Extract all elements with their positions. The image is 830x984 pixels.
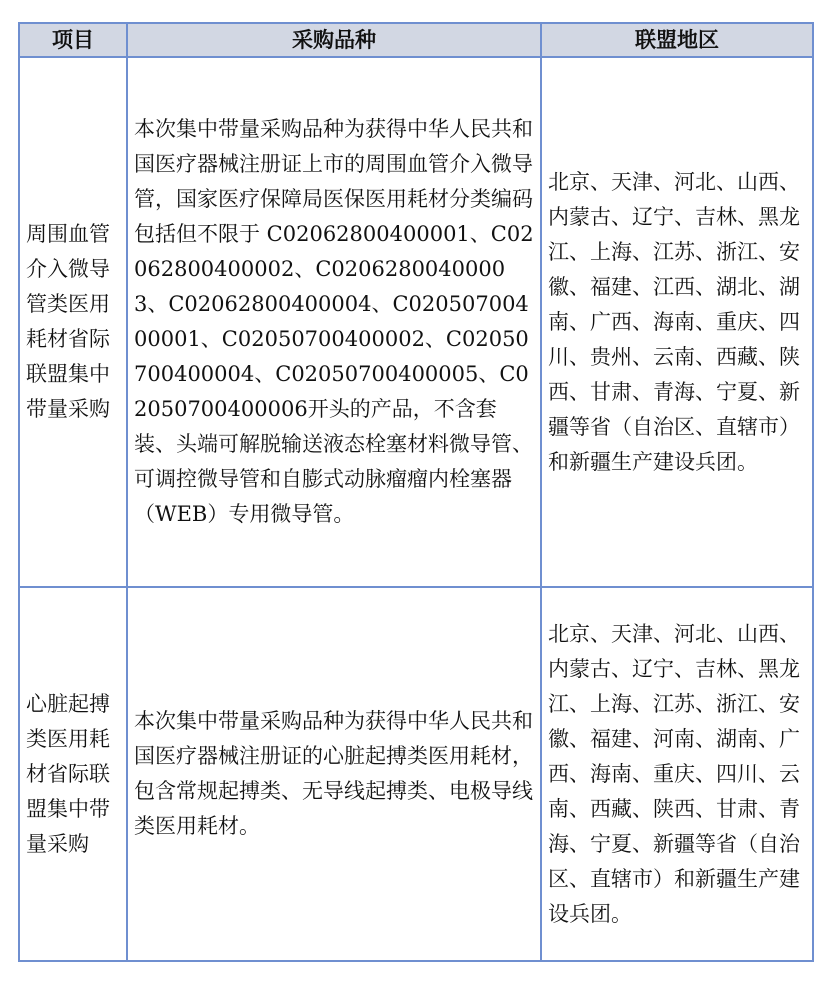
variety-cell: 本次集中带量采购品种为获得中华人民共和国医疗器械注册证的心脏起搏类医用耗材，包含常规起搏类、无导线起搏类、电极导线类医用耗材。 [127, 587, 541, 961]
region-cell: 北京、天津、河北、山西、内蒙古、辽宁、吉林、黑龙江、上海、江苏、浙江、安徽、福建、江西、湖北、湖南、广西、海南、重庆、四川、贵州、云南、西藏、陕西、甘肃、青海、宁夏、新疆等省（自治区、直辖市）和新疆生产建设兵团。 [541, 57, 813, 587]
table-header-row [19, 23, 813, 57]
variety-cell: 本次集中带量采购品种为获得中华人民共和国医疗器械注册证上市的周围血管介入微导管，国家医疗保障局医保医用耗材分类编码包括但不限于 C02062800400001、C02062800400002、C02062800400003、C02062800400004、C02050700400001、C02050700400002、C02050700400004、C02050700400005、C02050700400006开头的产品，不含套装、头端可解脱输送液态栓塞材料微导管、可调控微导管和自膨式动脉瘤瘤内栓塞器（WEB）专用微导管。 [127, 57, 541, 587]
header-item: 项目 [19, 23, 127, 57]
item-cell: 心脏起搏类医用耗材省际联盟集中带量采购 [19, 587, 127, 961]
item-cell: 周围血管介入微导管类医用耗材省际联盟集中带量采购 [19, 57, 127, 587]
table-row [19, 57, 813, 587]
header-region: 联盟地区 [541, 23, 813, 57]
procurement-table [18, 22, 814, 962]
region-cell: 北京、天津、河北、山西、内蒙古、辽宁、吉林、黑龙江、上海、江苏、浙江、安徽、福建、河南、湖南、广西、海南、重庆、四川、云南、西藏、陕西、甘肃、青海、宁夏、新疆等省（自治区、直辖市）和新疆生产建设兵团。 [541, 587, 813, 961]
header-variety: 采购品种 [127, 23, 541, 57]
table-row [19, 587, 813, 961]
